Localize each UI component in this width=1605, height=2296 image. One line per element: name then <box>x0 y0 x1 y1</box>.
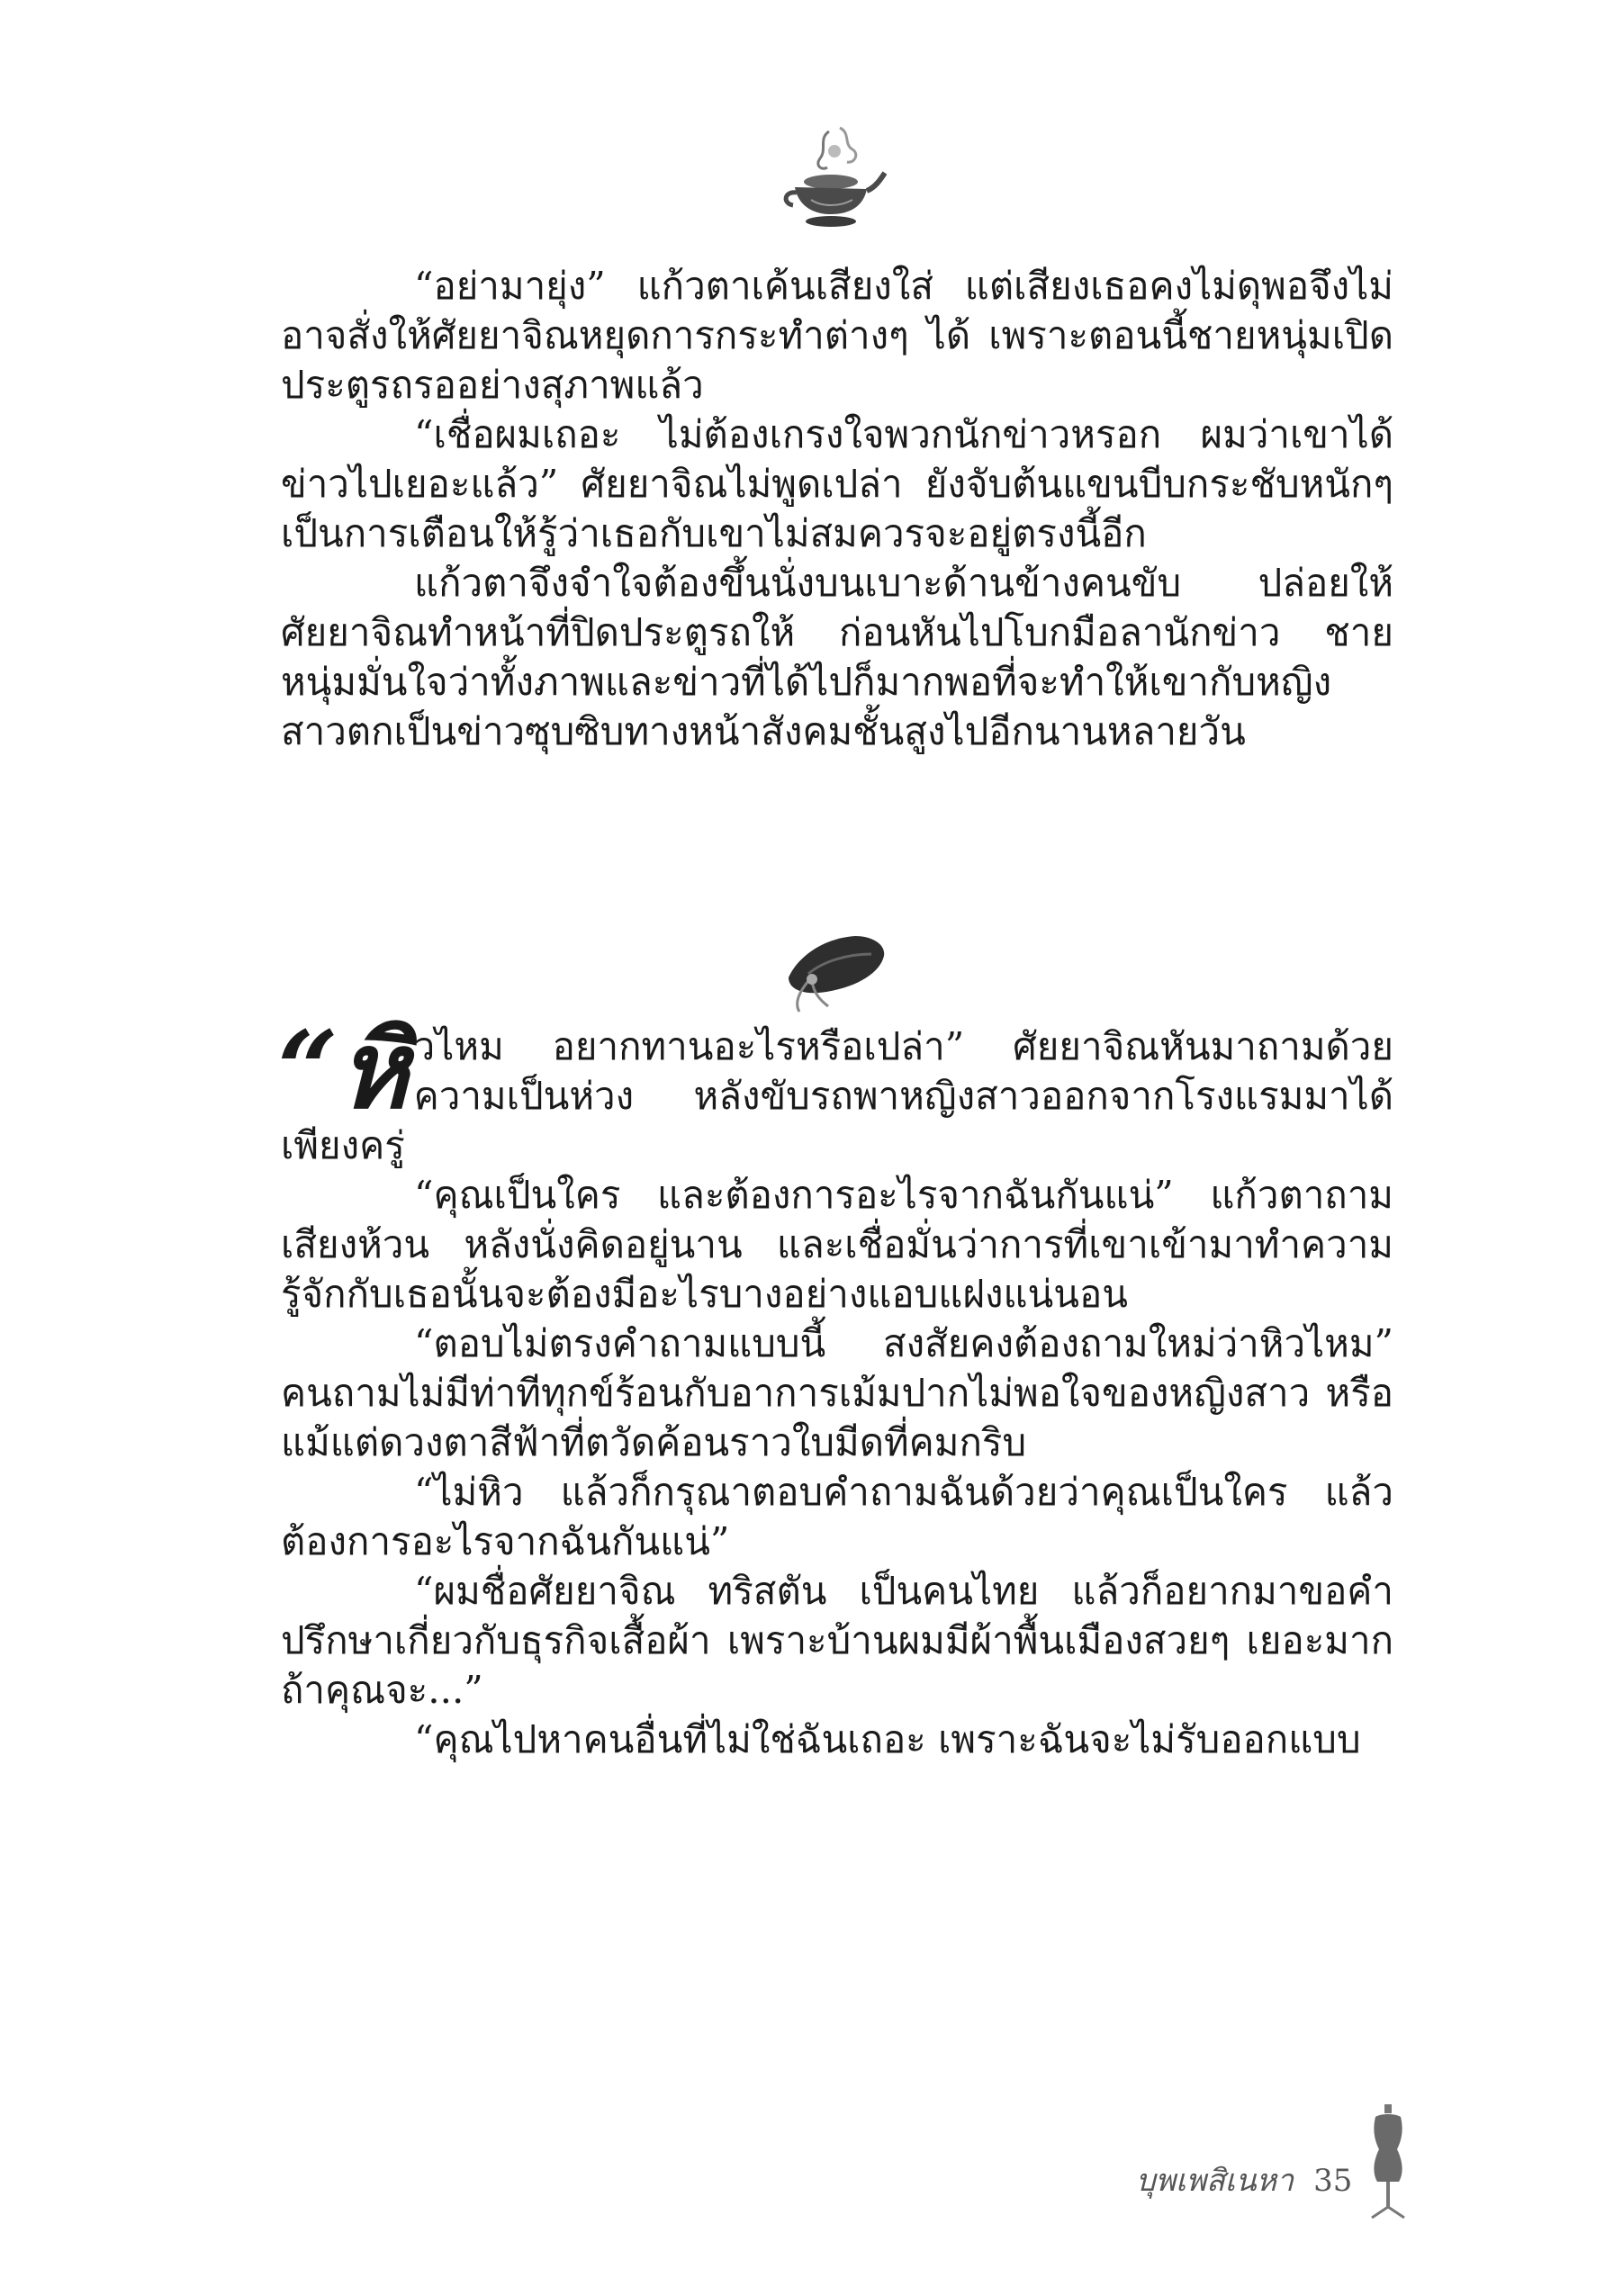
paragraph: “ผมชื่อศัยยาจิณ ทริสตัน เป็นคนไทย แล้วก็อยากมาขอคำปรึกษาเกี่ยวกับธุรกิจเสื้อผ้า เพราะบ้านผมมีผ้าพื้นเมืองสวยๆ เยอะมาก ถ้าคุณจะ...” <box>281 1569 1393 1712</box>
paragraph-text: วไหม อยากทานอะไรหรือเปล่า” ศัยยาจิณหันมาถามด้วยความเป็นห่วง หลังขับรถพาหญิงสาวออกจากโรงแรมมาได้เพียงครู่ <box>281 1024 1393 1167</box>
dress-form-icon <box>1361 2104 1415 2223</box>
paragraph: “อย่ามายุ่ง” แก้วตาเค้นเสียงใส่ แต่เสียงเธอคงไม่ดุพอจึงไม่อาจสั่งให้ศัยยาจิณหยุดการกระทำต่างๆ ได้ เพราะตอนนี้ชายหนุ่มเปิดประตูรถรออย่างสุภาพแล้ว <box>281 264 1393 407</box>
drop-cap: “หิ <box>277 1007 409 1132</box>
paragraph: “คุณเป็นใคร และต้องการอะไรจากฉันกันแน่” แก้วตาถามเสียงห้วน หลังนั่งคิดอยู่นาน และเชื่อมั่นว่าการที่เขาเข้ามาทำความรู้จักกับเธอนั้นจะต้องมีอะไรบางอย่างแอบแฝงแน่นอน <box>281 1173 1393 1316</box>
page-number: 35 <box>1313 2163 1353 2199</box>
text-block-upper <box>281 261 1393 756</box>
running-footer <box>1136 2156 1352 2204</box>
text-block-lower <box>277 1007 1393 1764</box>
paragraph: “ไม่หิว แล้วก็กรุณาตอบคำถามฉันด้วยว่าคุณเป็นใคร แล้วต้องการอะไรจากฉันกันแน่” <box>281 1470 1393 1563</box>
book-title: บุพเพสิเนหา <box>1136 2163 1294 2199</box>
paragraph-dropcap <box>277 1007 1393 1170</box>
paragraph: “เชื่อผมเถอะ ไม่ต้องเกรงใจพวกนักข่าวหรอก ผมว่าเขาได้ข่าวไปเยอะแล้ว” ศัยยาจิณไม่พูดเปล่า ยังจับต้นแขนบีบกระชับหนักๆ เป็นการเตือนให้รู้ว่าเธอกับเขาไม่สมควรจะอยู่ตรงนี้อีก <box>281 412 1393 555</box>
paragraph: “คุณไปหาคนอื่นที่ไม่ใช่ฉันเถอะ เพราะฉันจะไม่รับออกแบบ <box>414 1717 1361 1761</box>
paragraph: “ตอบไม่ตรงคำถามแบบนี้ สงสัยคงต้องถามใหม่ว่าหิวไหม” คนถามไม่มีท่าทีทุกข์ร้อนกับอาการเม้มปากไม่พอใจของหญิงสาว หรือแม้แต่ดวงตาสีฟ้าที่ตวัดค้อนราวใบมีดที่คมกริบ <box>281 1321 1393 1464</box>
paragraph: แก้วตาจึงจำใจต้องขึ้นนั่งบนเบาะด้านข้างคนขับ ปล่อยให้ศัยยาจิณทำหน้าที่ปิดประตูรถให้ ก่อนหันไปโบกมือลานักข่าว ชายหนุ่มมั่นใจว่าทั้งภาพและข่าวที่ได้ไปก็มากพอที่จะทำให้เขากับหญิงสาวตกเป็นข่าวซุบซิบทางหน้าสังคมชั้นสูงไปอีกนานหลายวัน <box>281 561 1393 753</box>
hat-icon <box>772 918 891 1015</box>
lamp-icon <box>775 124 887 230</box>
